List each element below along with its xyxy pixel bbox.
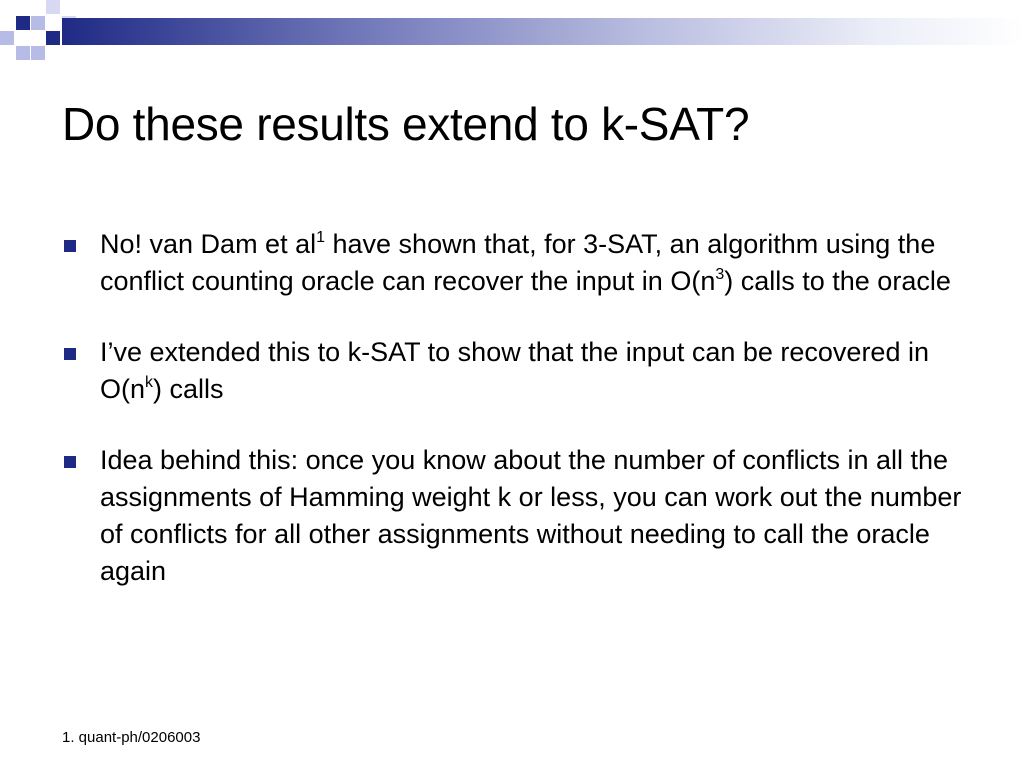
footnote-ref: 1 (316, 229, 325, 246)
decor-square-light (46, 0, 60, 14)
bullet-text (100, 337, 929, 404)
square-bullet-icon (64, 456, 76, 468)
decor-gradient-bar (62, 18, 1024, 45)
exponent: k (145, 374, 154, 391)
footnote: 1. quant-ph/0206003 (62, 729, 201, 746)
bullet-text-segment: I’ve extended this to k-SAT to show that the input can be recovered in O(n (100, 337, 929, 404)
bullet-item (62, 226, 972, 300)
square-bullet-icon (64, 240, 76, 252)
bullet-text-segment: No! van Dam et al (100, 229, 317, 259)
bullet-text-segment: Idea behind this: once you know about the number of conflicts in all the assignments of Hamming weight k or less, you can work out the number of conflicts for all other assignments without needing to call the oracle again (100, 445, 962, 586)
bullet-list (62, 226, 972, 624)
header-decoration (0, 0, 1024, 64)
bullet-text-segment: have shown that, for 3-SAT, an algorithm using the conflict counting oracle can recover the input in O(n (100, 229, 936, 296)
decor-square-light (31, 16, 45, 30)
bullet-text-segment: ) calls (153, 374, 224, 404)
bullet-text-segment: ) calls to the oracle (724, 266, 951, 296)
decor-square-dark (46, 31, 60, 45)
bullet-item (62, 442, 972, 590)
slide-title: Do these results extend to k-SAT? (62, 98, 750, 150)
bullet-text (100, 229, 951, 296)
square-bullet-icon (64, 348, 76, 360)
decor-square-light (31, 46, 45, 60)
decor-square-dark (16, 16, 30, 30)
decor-square-light (0, 31, 14, 45)
bullet-text (100, 445, 961, 586)
exponent: 3 (715, 266, 725, 283)
decor-square-light (16, 46, 30, 60)
bullet-item (62, 334, 972, 408)
